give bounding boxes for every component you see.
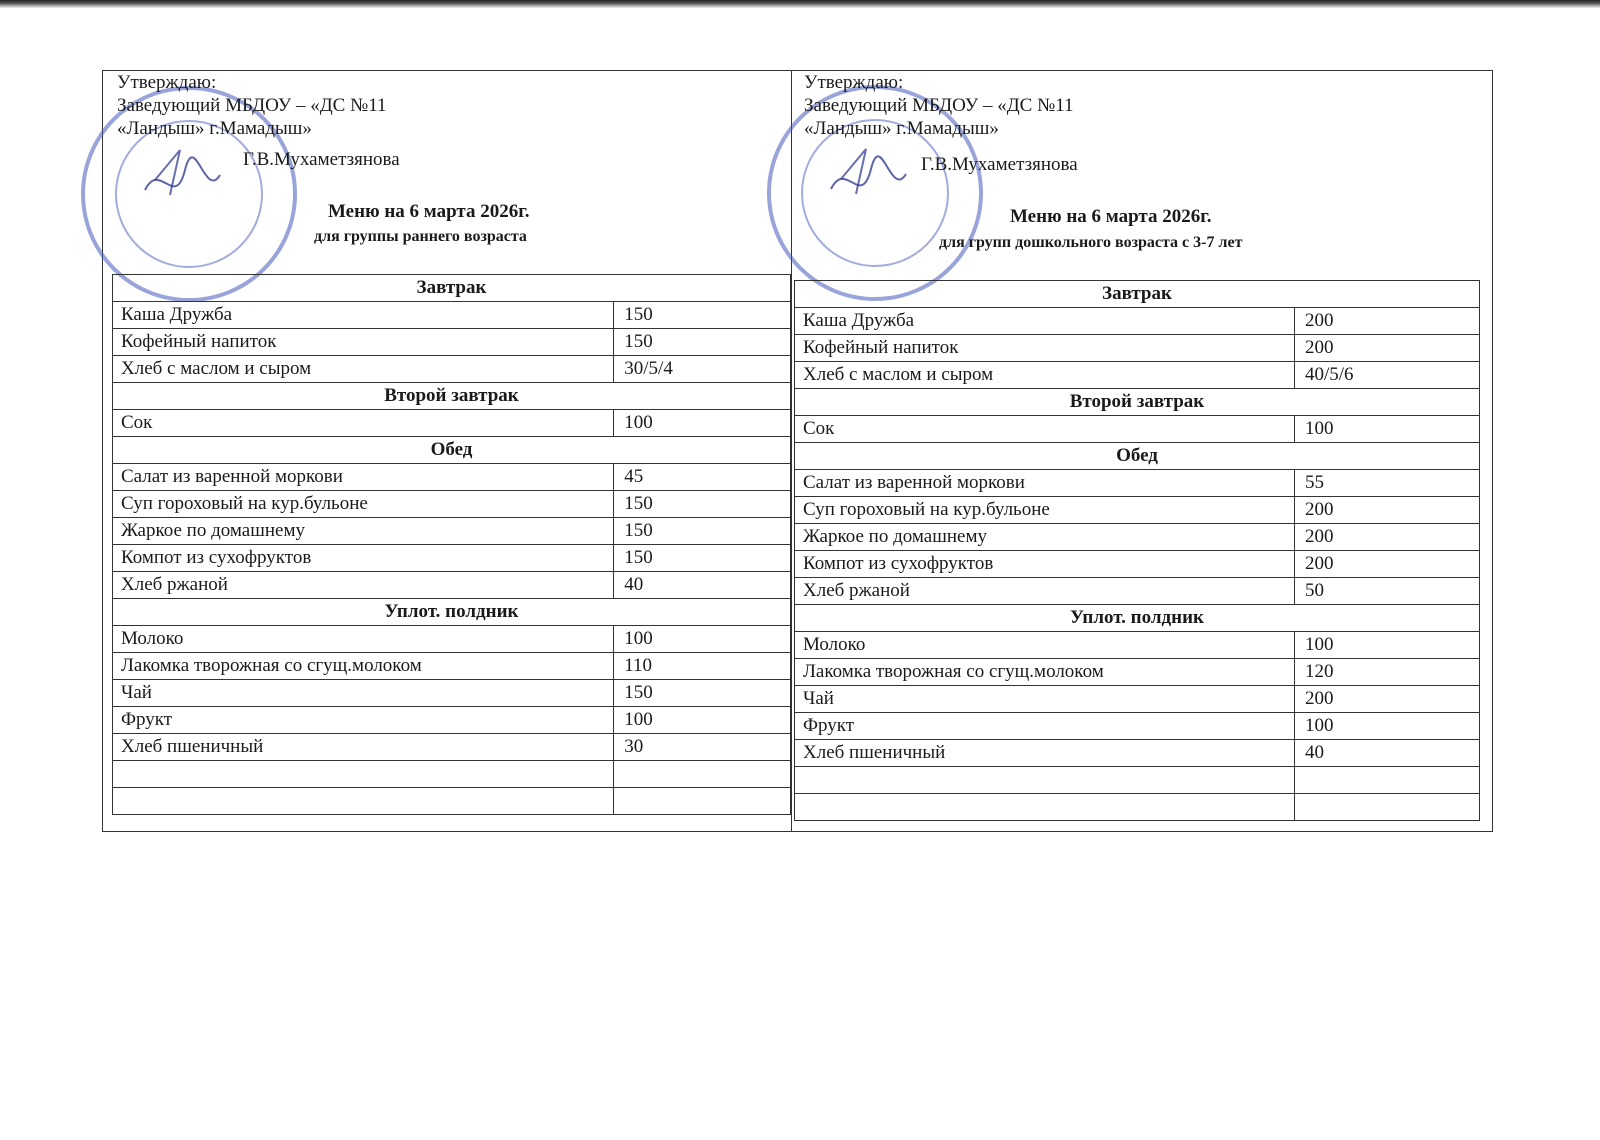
table-row <box>113 680 791 707</box>
signer-name: Г.В.Мухаметзянова <box>921 154 1078 175</box>
portion-size: 150 <box>614 518 791 545</box>
table-row <box>795 767 1480 794</box>
dish-name: Молоко <box>113 626 614 653</box>
menu-table <box>794 280 1480 821</box>
table-row <box>113 734 791 761</box>
dish-name: Чай <box>113 680 614 707</box>
dish-name: Фрукт <box>113 707 614 734</box>
table-row <box>113 356 791 383</box>
table-row <box>113 464 791 491</box>
table-row <box>113 518 791 545</box>
menu-panel-preschool <box>792 71 1492 831</box>
approval-line3: «Ландыш» г.Мамадыш» <box>117 118 312 139</box>
approval-line2: Заведующий МБДОУ – «ДС №11 <box>804 95 1074 116</box>
scan-edge <box>0 0 1600 8</box>
dish-name: Лакомка творожная со сгущ.молоком <box>795 659 1295 686</box>
section-title: Уплот. полдник <box>113 599 791 626</box>
portion-size: 150 <box>614 680 791 707</box>
portion-size: 40/5/6 <box>1295 362 1480 389</box>
portion-size: 120 <box>1295 659 1480 686</box>
portion-size: 100 <box>1295 416 1480 443</box>
table-row <box>113 707 791 734</box>
table-row <box>113 572 791 599</box>
section-title: Обед <box>795 443 1480 470</box>
dish-name: Хлеб с маслом и сыром <box>795 362 1295 389</box>
table-row <box>795 524 1480 551</box>
table-row <box>113 302 791 329</box>
table-row <box>113 626 791 653</box>
table-row <box>795 794 1480 821</box>
dish-name: Молоко <box>795 632 1295 659</box>
portion-size: 150 <box>614 545 791 572</box>
approval-block <box>117 71 387 140</box>
portion-size: 110 <box>614 653 791 680</box>
table-row <box>113 329 791 356</box>
approval-line3: «Ландыш» г.Мамадыш» <box>804 118 999 139</box>
section-header-row <box>113 275 791 302</box>
section-header-row <box>795 443 1480 470</box>
approval-line2: Заведующий МБДОУ – «ДС №11 <box>117 95 387 116</box>
table-row <box>113 410 791 437</box>
dish-name: Хлеб ржаной <box>113 572 614 599</box>
dish-name: Кофейный напиток <box>113 329 614 356</box>
signer-name: Г.В.Мухаметзянова <box>243 149 400 170</box>
approval-line1: Утверждаю: <box>117 72 217 93</box>
table-row <box>795 362 1480 389</box>
menu-panel-early-age <box>103 71 792 831</box>
section-title: Завтрак <box>795 281 1480 308</box>
table-row <box>795 713 1480 740</box>
dish-name: Каша Дружба <box>113 302 614 329</box>
table-row <box>795 659 1480 686</box>
portion-size: 30/5/4 <box>614 356 791 383</box>
portion-size: 150 <box>614 491 791 518</box>
portion-size: 100 <box>1295 713 1480 740</box>
table-row <box>113 761 791 788</box>
dish-name: Компот из сухофруктов <box>795 551 1295 578</box>
portion-size: 40 <box>1295 740 1480 767</box>
portion-size: 100 <box>614 626 791 653</box>
section-title: Второй завтрак <box>113 383 791 410</box>
dish-name: Лакомка творожная со сгущ.молоком <box>113 653 614 680</box>
section-header-row <box>795 605 1480 632</box>
portion-size: 200 <box>1295 308 1480 335</box>
dish-name: Кофейный напиток <box>795 335 1295 362</box>
portion-size: 50 <box>1295 578 1480 605</box>
portion-size: 30 <box>614 734 791 761</box>
section-header-row <box>113 437 791 464</box>
dish-name: Хлеб пшеничный <box>113 734 614 761</box>
dish-name: Сок <box>113 410 614 437</box>
portion-size: 150 <box>614 329 791 356</box>
menu-table <box>112 274 791 815</box>
table-row <box>795 551 1480 578</box>
portion-size <box>614 788 791 815</box>
dish-name: Фрукт <box>795 713 1295 740</box>
dish-name: Хлеб с маслом и сыром <box>113 356 614 383</box>
portion-size: 150 <box>614 302 791 329</box>
portion-size: 200 <box>1295 497 1480 524</box>
approval-block <box>804 71 1074 140</box>
table-row <box>113 491 791 518</box>
dish-name <box>113 761 614 788</box>
dish-name: Хлеб пшеничный <box>795 740 1295 767</box>
table-row <box>795 416 1480 443</box>
portion-size <box>1295 767 1480 794</box>
portion-size: 100 <box>614 707 791 734</box>
table-row <box>795 578 1480 605</box>
table-row <box>795 470 1480 497</box>
portion-size: 200 <box>1295 686 1480 713</box>
portion-size: 55 <box>1295 470 1480 497</box>
portion-size: 40 <box>614 572 791 599</box>
menu-sheet <box>102 70 1493 832</box>
section-title: Обед <box>113 437 791 464</box>
portion-size: 200 <box>1295 335 1480 362</box>
section-title: Второй завтрак <box>795 389 1480 416</box>
table-row <box>795 632 1480 659</box>
table-row <box>795 686 1480 713</box>
dish-name <box>795 794 1295 821</box>
dish-name: Суп гороховый на кур.бульоне <box>795 497 1295 524</box>
portion-size <box>1295 794 1480 821</box>
section-header-row <box>113 599 791 626</box>
portion-size <box>614 761 791 788</box>
section-title: Уплот. полдник <box>795 605 1480 632</box>
portion-size: 100 <box>614 410 791 437</box>
section-header-row <box>113 383 791 410</box>
menu-subtitle: для групп дошкольного возраста с 3-7 лет <box>939 234 1243 251</box>
table-row <box>113 545 791 572</box>
dish-name: Салат из варенной моркови <box>113 464 614 491</box>
dish-name: Суп гороховый на кур.бульоне <box>113 491 614 518</box>
dish-name: Каша Дружба <box>795 308 1295 335</box>
section-header-row <box>795 281 1480 308</box>
section-title: Завтрак <box>113 275 791 302</box>
portion-size: 200 <box>1295 551 1480 578</box>
dish-name: Жаркое по домашнему <box>795 524 1295 551</box>
table-row <box>795 497 1480 524</box>
section-header-row <box>795 389 1480 416</box>
dish-name: Чай <box>795 686 1295 713</box>
approval-line1: Утверждаю: <box>804 72 904 93</box>
table-row <box>795 740 1480 767</box>
dish-name: Жаркое по домашнему <box>113 518 614 545</box>
table-row <box>795 308 1480 335</box>
dish-name <box>795 767 1295 794</box>
dish-name: Сок <box>795 416 1295 443</box>
table-row <box>113 788 791 815</box>
menu-title: Меню на 6 марта 2026г. <box>1010 206 1212 227</box>
dish-name: Компот из сухофруктов <box>113 545 614 572</box>
dish-name: Хлеб ржаной <box>795 578 1295 605</box>
portion-size: 45 <box>614 464 791 491</box>
dish-name <box>113 788 614 815</box>
portion-size: 200 <box>1295 524 1480 551</box>
table-row <box>795 335 1480 362</box>
menu-subtitle: для группы раннего возраста <box>314 228 527 245</box>
table-row <box>113 653 791 680</box>
portion-size: 100 <box>1295 632 1480 659</box>
menu-title: Меню на 6 марта 2026г. <box>328 201 530 222</box>
dish-name: Салат из варенной моркови <box>795 470 1295 497</box>
